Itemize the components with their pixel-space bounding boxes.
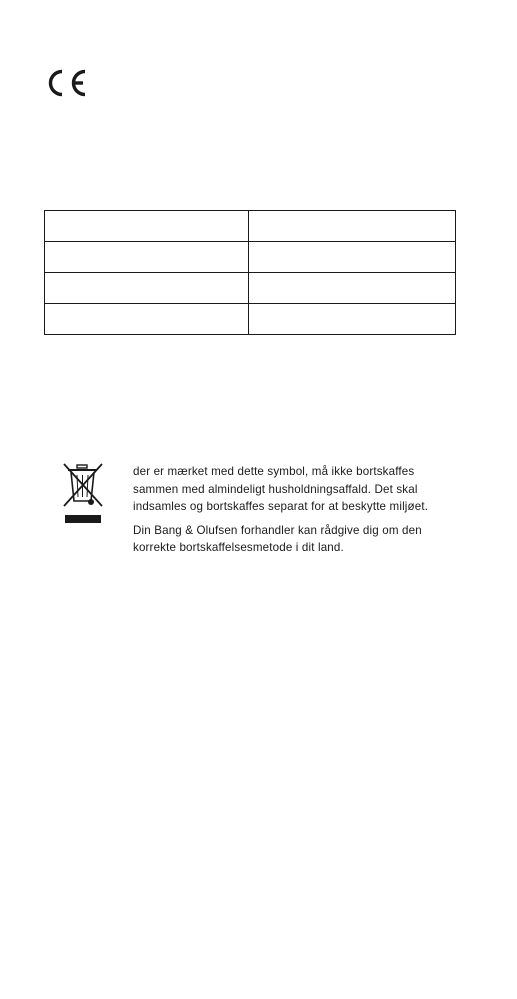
table-row — [45, 304, 456, 335]
weee-paragraph-1 — [133, 463, 463, 516]
table-cell — [249, 273, 456, 304]
text-line: indsamles og bortskaffes separat for at beskytte miljøet. — [133, 500, 429, 513]
ce-mark-icon — [44, 68, 88, 98]
text-line: Din Bang & Olufsen forhandler kan rådgive dig om den — [133, 523, 422, 537]
table-cell — [249, 211, 456, 242]
spec-table — [44, 210, 456, 335]
table-row — [45, 211, 456, 242]
text-line: korrekte bortskaffelsesmetode i dit land. — [133, 541, 344, 554]
table-cell — [45, 242, 249, 273]
table-cell — [45, 304, 249, 335]
table-row — [45, 273, 456, 304]
text-line: der er mærket med dette symbol, må ikke bortskaffes — [133, 465, 415, 478]
table-cell — [249, 304, 456, 335]
table-cell — [249, 242, 456, 273]
table-cell — [45, 211, 249, 242]
weee-disposal-text — [133, 463, 463, 557]
table-cell — [45, 273, 249, 304]
text-line: sammen med almindeligt husholdningsaffald. Det skal — [133, 482, 418, 496]
table-row — [45, 242, 456, 273]
crossed-out-wheelie-bin-icon — [62, 462, 104, 526]
weee-paragraph-2 — [133, 522, 463, 557]
